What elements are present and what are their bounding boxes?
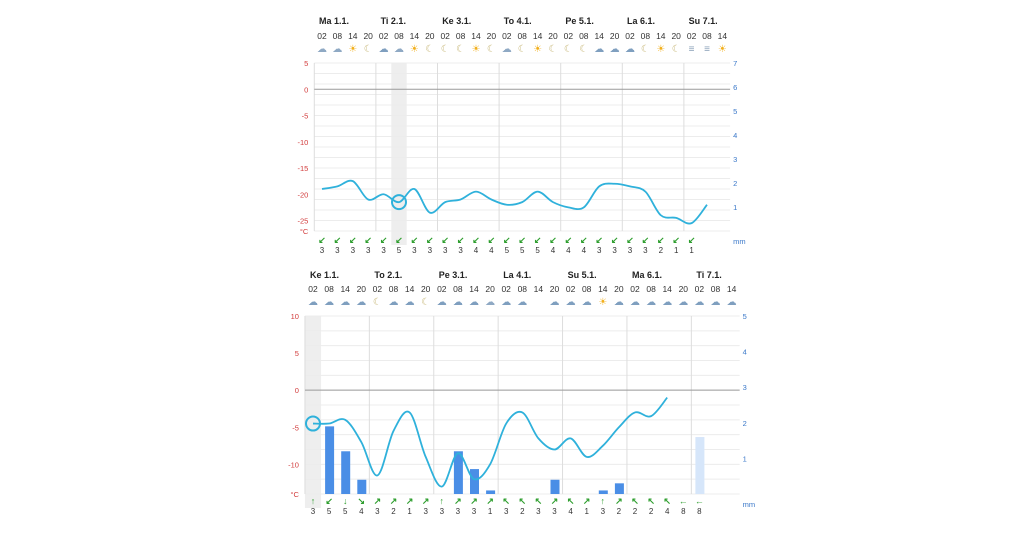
cloud-icon: ☁ [565,297,576,308]
y-tick-left: -5 [301,111,309,121]
wind-arrow: ← [694,496,704,506]
wind-arrow: ↙ [333,235,342,245]
y-tick-left: -20 [297,190,309,200]
cloud-icon: ☁ [404,297,415,308]
y-tick-right: 5 [733,107,738,116]
wind-arrow: ↙ [395,235,403,245]
hour-label: 14 [469,284,479,294]
day-label: Ti 7.1. [696,270,722,280]
hour-label: 14 [726,284,737,294]
hour-label: 02 [308,284,318,294]
y-tick-left: -10 [297,137,309,147]
wind-speed: 2 [616,507,622,516]
cloud-icon: ☁ [625,44,635,55]
cloud-icon: ☁ [340,297,351,308]
hour-label: 02 [565,284,576,294]
wind-speed: 3 [442,246,448,255]
wind-arrow: ↘ [357,496,366,506]
cloud-icon: ☁ [609,44,620,55]
wind-arrow: ↙ [410,235,419,245]
hour-label: 02 [625,31,635,41]
day-label: Ke 3.1. [442,16,472,26]
sun-icon: ☀ [471,44,481,55]
precip-bar [325,426,334,494]
hour-label: 20 [485,284,495,294]
sun-icon: ☀ [656,44,666,55]
hour-label: 14 [662,284,672,294]
wind-speed: 1 [673,246,679,255]
wind-arrow: ↗ [550,496,559,506]
day-label: To 4.1. [503,16,532,26]
hour-label: 02 [378,31,389,41]
cloud-icon: ☁ [581,297,592,308]
cloud-icon: ☁ [308,297,318,308]
wind-arrow: ↙ [580,235,588,245]
y-tick-left: 5 [304,59,309,68]
wind-speed: 4 [568,507,573,516]
hour-label: 20 [614,284,624,294]
cloud-icon: ☁ [694,297,705,308]
wind-arrow: ↑ [600,496,606,506]
wind-speed: 2 [632,507,638,516]
cloud-icon: ☁ [613,297,624,308]
wind-arrow: ↑ [439,496,445,506]
wind-speed: 4 [473,246,479,255]
wind-arrow: ↙ [325,496,333,506]
wind-arrow: ↙ [687,235,696,245]
precip-bar [695,437,704,494]
wind-speed: 4 [550,246,556,255]
hour-label: 14 [598,284,608,294]
moon-icon: ☾ [579,44,589,55]
wind-speed: 3 [365,246,371,255]
hour-label: 20 [671,31,681,41]
y-tick-left: -25 [297,216,309,226]
wind-arrow: ↗ [454,496,462,506]
hour-label: 14 [656,31,666,41]
cloud-icon: ☁ [356,297,367,308]
day-label: Ma 6.1. [632,270,663,280]
day-label: Ti 2.1. [380,16,406,26]
day-label: La 4.1. [503,270,532,280]
wind-speed: 3 [458,246,463,255]
hour-label: 08 [394,31,404,41]
wind-arrow: ↙ [533,235,542,245]
hour-label: 14 [471,31,481,41]
wind-arrow: ↗ [373,496,382,506]
wind-arrow: ↙ [641,235,650,245]
wind-arrow: ← [678,496,688,506]
sleet-icon: ☁ [485,297,496,308]
hour-label: 08 [702,31,712,41]
cloud-icon: ☁ [324,297,335,308]
wind-speed: 1 [689,246,694,255]
wind-arrow: ↖ [502,496,510,506]
moon-icon: ☾ [563,44,573,55]
hour-label: 02 [686,31,697,41]
sleet-icon: ☁ [394,44,404,55]
hour-label: 20 [363,31,373,41]
hour-label: 14 [717,31,728,41]
wind-arrow: ↙ [595,235,603,245]
cloud-icon: ☁ [662,297,673,308]
wind-speed: 1 [407,507,412,516]
day-label: Pe 5.1. [565,16,594,26]
wind-arrow: ↖ [534,496,543,506]
hour-label: 20 [678,284,689,294]
hour-label: 02 [502,31,512,41]
wind-arrow: ↖ [647,496,655,506]
wind-speed: 1 [487,507,493,516]
hour-label: 02 [563,31,574,41]
hour-label: 08 [324,284,334,294]
y-tick-right: 2 [742,418,747,428]
cloud-icon: ☁ [436,297,447,308]
hour-label: 02 [694,284,705,294]
moon-icon: ☾ [640,44,650,55]
y-tick-right: 4 [742,347,747,357]
y-tick-left: 10 [290,312,299,321]
hour-label: 08 [453,284,463,294]
day-label: Su 5.1. [567,270,597,280]
wind-arrow: ↖ [566,496,575,506]
day-label: To 2.1. [374,270,403,280]
wind-speed: 4 [359,507,364,516]
sun-icon: ☀ [533,44,543,55]
wind-arrow: ↗ [582,496,591,506]
wind-speed: 5 [535,246,540,255]
forecast-panel-bottom [288,264,756,532]
wind-arrow: ↗ [405,496,414,506]
y-tick-right: 7 [733,59,738,68]
sun-icon: ☀ [717,44,727,55]
hour-label: 02 [437,284,447,294]
cloud-icon: ☁ [646,297,657,308]
wind-speed: 4 [566,246,571,255]
y-tick-left: 5 [294,349,299,359]
moon-icon: ☾ [548,44,558,55]
wind-speed: 3 [427,246,433,255]
hour-label: 02 [317,31,327,41]
wind-speed: 2 [391,507,396,516]
wind-speed: 3 [439,507,445,516]
wind-speed: 2 [520,507,525,516]
hour-label: 02 [440,31,450,41]
y-tick-left: °C [299,227,309,236]
chart-svg [288,312,756,510]
wind-arrow: ↗ [615,496,623,506]
wind-speed: 4 [489,246,494,255]
hour-label: 20 [609,31,620,41]
cloud-icon: ☁ [469,297,479,308]
wind-arrow: ↙ [318,235,326,245]
wind-speed: 3 [381,246,386,255]
wind-arrow: ↖ [663,496,671,506]
hour-label: 08 [332,31,343,41]
wind-arrow: ↙ [549,235,557,245]
hour-label: 08 [646,284,656,294]
cloud-icon: ☁ [388,297,399,308]
y-tick-right: 4 [733,131,738,140]
wind-speed: 3 [319,246,325,255]
cloud-icon: ☁ [710,297,721,308]
wind-arrow: ↖ [631,496,639,506]
wind-arrow: ↙ [672,235,680,245]
precip-bar [551,480,560,494]
sleet-icon: ☁ [332,44,343,55]
wind-speed: 8 [697,507,702,516]
y-tick-left: -5 [292,423,299,433]
wind-speed: 2 [648,507,654,516]
hour-label: 14 [409,31,420,41]
hour-label: 08 [579,31,589,41]
wind-arrow: ↖ [518,496,527,506]
wind-speed: 4 [664,507,670,516]
y-tick-left: -10 [288,460,299,470]
y-tick-left: -15 [297,164,309,173]
moon-icon: ☾ [425,44,435,55]
wind-arrow: ↙ [564,235,573,245]
y-tick-right: mm [733,237,746,246]
hour-label: 08 [517,31,527,41]
wind-speed: 5 [504,246,510,255]
moon-icon: ☾ [363,44,373,55]
hour-label: 20 [548,31,558,41]
hour-label: 14 [348,31,358,41]
wind-speed: 5 [519,246,525,255]
wind-arrow: ↙ [379,235,388,245]
hour-label: 02 [630,284,640,294]
wind-speed: 3 [412,246,417,255]
precip-bar [615,483,624,494]
wind-speed: 3 [375,507,380,516]
wind-speed: 3 [310,507,316,516]
wind-arrow: ↗ [421,496,430,506]
wind-arrow: ↗ [486,496,494,506]
y-tick-left: °C [290,490,299,499]
wind-speed: 3 [350,246,356,255]
temperature-line [322,181,707,224]
wind-speed: 3 [335,246,340,255]
day-label: Su 7.1. [688,16,718,26]
y-tick-right: 3 [733,155,738,164]
wind-speed: 3 [600,507,606,516]
cloud-icon: ☁ [517,297,528,308]
moon-icon: ☾ [486,44,496,55]
current-time-column [391,63,406,245]
sleet-icon: ☁ [317,44,327,55]
y-tick-right: 6 [733,83,738,92]
wind-speed: 3 [552,507,557,516]
hour-label: 20 [486,31,497,41]
wind-speed: 8 [681,507,686,516]
day-label: Ke 1.1. [310,270,340,280]
wind-speed: 4 [581,246,587,255]
wind-arrow: ↙ [364,235,372,245]
wind-speed: 3 [455,507,461,516]
cloud-icon: ☁ [452,297,463,308]
moon-icon: ☾ [456,44,466,55]
wind-arrow: ↙ [626,235,634,245]
wind-speed: 3 [471,507,477,516]
hour-label: 08 [388,284,399,294]
moon-icon: ☾ [517,44,527,55]
precip-bar [341,451,350,494]
wind-arrow: ↙ [472,235,480,245]
cloud-icon: ☁ [378,44,389,55]
hour-label: 02 [372,284,383,294]
wind-speed: 2 [658,246,664,255]
hour-label: 08 [517,284,528,294]
y-tick-right: 3 [742,383,747,393]
y-tick-left: 0 [304,85,309,95]
hour-label: 20 [425,31,435,41]
precip-bar [357,480,366,494]
hour-label: 20 [549,284,560,294]
wind-arrow: ↓ [342,496,348,506]
hour-label: 20 [356,284,367,294]
wind-arrow: ↙ [456,235,465,245]
hour-label: 14 [533,284,544,294]
hour-label: 08 [710,284,721,294]
wind-speed: 3 [536,507,541,516]
forecast-panel-top [290,10,746,260]
day-label: La 6.1. [627,16,656,26]
wind-speed: 3 [643,246,648,255]
fog-icon: ≡ [688,44,695,55]
wind-arrow: ↙ [657,235,665,245]
wind-arrow: ↙ [349,235,357,245]
hour-label: 08 [455,31,466,41]
moon-icon: ☾ [421,297,431,308]
hour-label: 08 [581,284,592,294]
day-label: Pe 3.1. [438,270,468,280]
hour-label: 02 [501,284,511,294]
hour-label: 14 [594,31,604,41]
day-label: Ma 1.1. [319,16,350,26]
wind-arrow: ↙ [441,235,449,245]
hour-label: 20 [420,284,431,294]
cloud-icon: ☁ [726,297,737,308]
hour-label: 14 [340,284,350,294]
cloud-icon: ☁ [594,44,605,55]
wind-arrow: ↙ [503,235,511,245]
moon-icon: ☾ [372,297,382,308]
fog-icon: ≡ [704,44,710,55]
wind-speed: 3 [627,246,633,255]
chart-svg [290,59,746,247]
sun-icon: ☀ [348,44,358,55]
wind-arrow: ↑ [310,496,316,506]
precip-bar [470,469,479,494]
wind-speed: 1 [584,507,589,516]
moon-icon: ☾ [671,44,681,55]
wind-arrow: ↙ [487,235,496,245]
wind-speed: 3 [423,507,428,516]
wind-arrow: ↙ [426,235,434,245]
wind-arrow: ↙ [610,235,619,245]
precip-bar [486,490,495,494]
y-tick-right: 2 [733,179,738,188]
moon-icon: ☾ [440,44,450,55]
hour-label: 14 [532,31,543,41]
y-tick-right: 1 [733,203,738,212]
hour-label: 14 [404,284,415,294]
hour-label: 08 [640,31,651,41]
wind-speed: 5 [342,507,348,516]
wind-arrow: ↗ [470,496,478,506]
wind-speed: 3 [612,246,617,255]
y-tick-left: 0 [294,386,299,396]
wind-speed: 3 [596,246,602,255]
sun-icon: ☀ [409,44,419,55]
precip-bar [599,490,608,494]
wind-speed: 5 [326,507,332,516]
cloud-icon: ☁ [630,297,640,308]
y-tick-right: mm [742,500,756,509]
wind-arrow: ↗ [389,496,398,506]
temperature-line [313,398,667,487]
y-tick-right: 1 [742,454,747,464]
cloud-icon: ☁ [501,297,512,308]
wind-speed: 3 [503,507,509,516]
wind-speed: 5 [396,246,402,255]
cloud-icon: ☁ [549,297,560,308]
wind-arrow: ↙ [518,235,526,245]
cloud-icon: ☁ [678,297,689,308]
sun-icon: ☀ [598,297,608,308]
sleet-icon: ☁ [501,44,512,55]
y-tick-right: 5 [742,312,747,321]
